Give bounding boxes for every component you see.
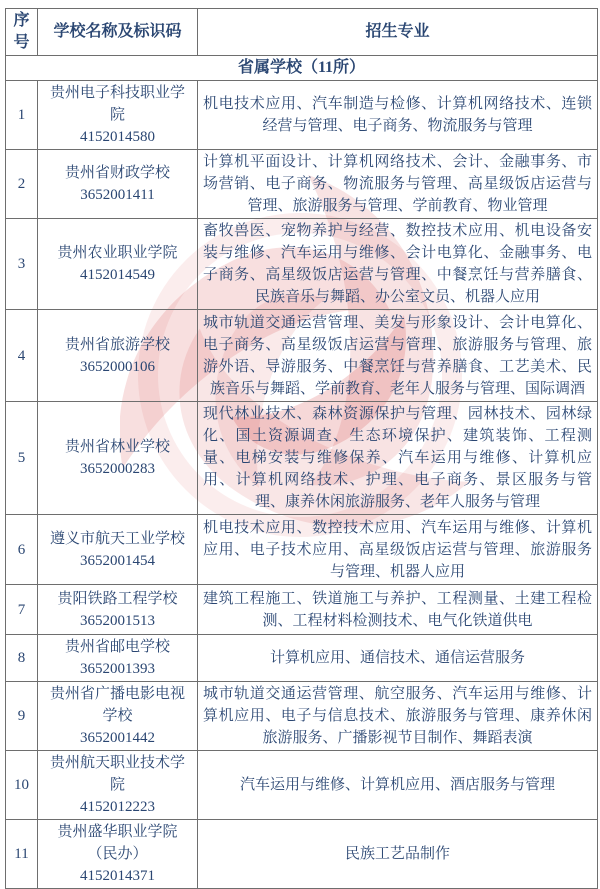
school-name: 贵州农业职业学院: [57, 245, 178, 261]
majors-list: 机电技术应用、数控技术应用、汽车运用与维修、计算机应用、电子技术应用、高星级饭店运营与管理、旅游服务与管理、机器人应用: [198, 515, 598, 585]
table-row: [6, 310, 598, 402]
school-name: 贵州电子科技职业学院: [49, 85, 185, 123]
school-name-and-code: [38, 820, 198, 889]
school-name: 贵州省邮电学校: [64, 639, 170, 655]
table-row: [6, 515, 598, 585]
school-code: 4152014371: [80, 868, 155, 884]
row-number: 8: [6, 635, 38, 682]
table-row: [6, 751, 598, 820]
school-code: 3652000283: [80, 461, 155, 477]
majors-list: 畜牧兽医、宠物养护与经营、数控技术应用、机电设备安装与维修、汽车运用与维修、会计电算化、金融事务、电子商务、高星级饭店运营与管理、中餐烹饪与营养膳食、民族音乐与舞蹈、办公室文员、机器人应用: [198, 219, 598, 310]
header-row: [6, 9, 598, 56]
school-code: 3652001393: [80, 661, 155, 677]
group-header-row: [6, 56, 598, 81]
majors-list: 计算机应用、通信技术、通信运营服务: [198, 635, 598, 682]
majors-list: 民族工艺品制作: [198, 820, 598, 889]
school-name-and-code: [38, 682, 198, 751]
school-code: 4152014580: [80, 129, 155, 145]
school-name: 贵州盛华职业学院（民办）: [57, 824, 178, 862]
row-number: 11: [6, 820, 38, 889]
school-name: 贵州航天职业技术学院: [49, 755, 185, 793]
row-number: 2: [6, 150, 38, 219]
table-row: [6, 585, 598, 635]
school-name: 贵阳铁路工程学校: [57, 590, 178, 607]
row-number: 6: [6, 515, 38, 585]
school-name-and-code: [38, 81, 198, 150]
school-code: 3652000106: [80, 358, 155, 375]
school-name-and-code: [38, 310, 198, 402]
majors-list: 建筑工程施工、铁道施工与养护、工程测量、土建工程检测、工程材料检测技术、电气化铁道供电: [198, 585, 598, 635]
school-code: 3652001442: [80, 730, 155, 746]
school-code: 4152014549: [80, 267, 155, 283]
column-header-no: 序号: [6, 9, 38, 56]
table-row: [6, 150, 598, 219]
school-code: 3652001513: [80, 612, 155, 629]
school-name-and-code: [38, 751, 198, 820]
row-number: 9: [6, 682, 38, 751]
row-number: 5: [6, 402, 38, 515]
school-name: 贵州省林业学校: [64, 439, 170, 455]
school-name-and-code: [38, 219, 198, 310]
school-name-and-code: [38, 150, 198, 219]
table-row: [6, 635, 598, 682]
school-code: 3652001411: [80, 187, 155, 203]
school-name-and-code: [38, 402, 198, 515]
majors-list: 城市轨道交通运营管理、美发与形象设计、会计电算化、电子商务、高星级饭店运营与管理、旅游服务与管理、旅游外语、导游服务、中餐烹饪与营养膳食、工艺美术、民族音乐与舞蹈、学前教育、老年人服务与管理、国际调酒: [198, 310, 598, 402]
majors-list: 机电技术应用、汽车制造与检修、计算机网络技术、连锁经营与管理、电子商务、物流服务与管理: [198, 81, 598, 150]
row-number: 4: [6, 310, 38, 402]
row-number: 3: [6, 219, 38, 310]
group-header: 省属学校（11所）: [6, 56, 598, 81]
school-code: 4152012223: [80, 799, 155, 815]
table-row: [6, 682, 598, 751]
table-row: [6, 81, 598, 150]
column-header-school: 学校名称及标识码: [38, 9, 198, 56]
row-number: 1: [6, 81, 38, 150]
school-name-and-code: [38, 585, 198, 635]
school-name-and-code: [38, 635, 198, 682]
school-name: 贵州省财政学校: [64, 165, 170, 181]
majors-list: 计算机平面设计、计算机网络技术、会计、金融事务、市场营销、电子商务、物流服务与管理、高星级饭店运营与管理、旅游服务与管理、学前教育、物业管理: [198, 150, 598, 219]
school-name-and-code: [38, 515, 198, 585]
column-header-majors: 招生专业: [198, 9, 598, 56]
enrollment-table: [5, 8, 598, 889]
majors-list: 汽车运用与维修、计算机应用、酒店服务与管理: [198, 751, 598, 820]
majors-list: 城市轨道交通运营管理、航空服务、汽车运用与维修、计算机应用、电子与信息技术、旅游服务与管理、康养休闲旅游服务、广播影视节目制作、舞蹈表演: [198, 682, 598, 751]
row-number: 7: [6, 585, 38, 635]
school-name: 贵州省旅游学校: [64, 336, 170, 353]
school-name: 遵义市航天工业学校: [49, 530, 185, 547]
school-code: 3652001454: [80, 552, 155, 569]
table-row: [6, 402, 598, 515]
table-row: [6, 219, 598, 310]
table-row: [6, 820, 598, 889]
majors-list: 现代林业技术、森林资源保护与管理、园林技术、园林绿化、国土资源调查、生态环境保护、建筑装饰、工程测量、电梯安装与维修保养、汽车运用与维修、计算机应用、计算机网络技术、护理、电子商务、景区服务与管理、康养休闲旅游服务、老年人服务与管理: [198, 402, 598, 515]
school-name: 贵州省广播电影电视学校: [49, 686, 185, 724]
row-number: 10: [6, 751, 38, 820]
